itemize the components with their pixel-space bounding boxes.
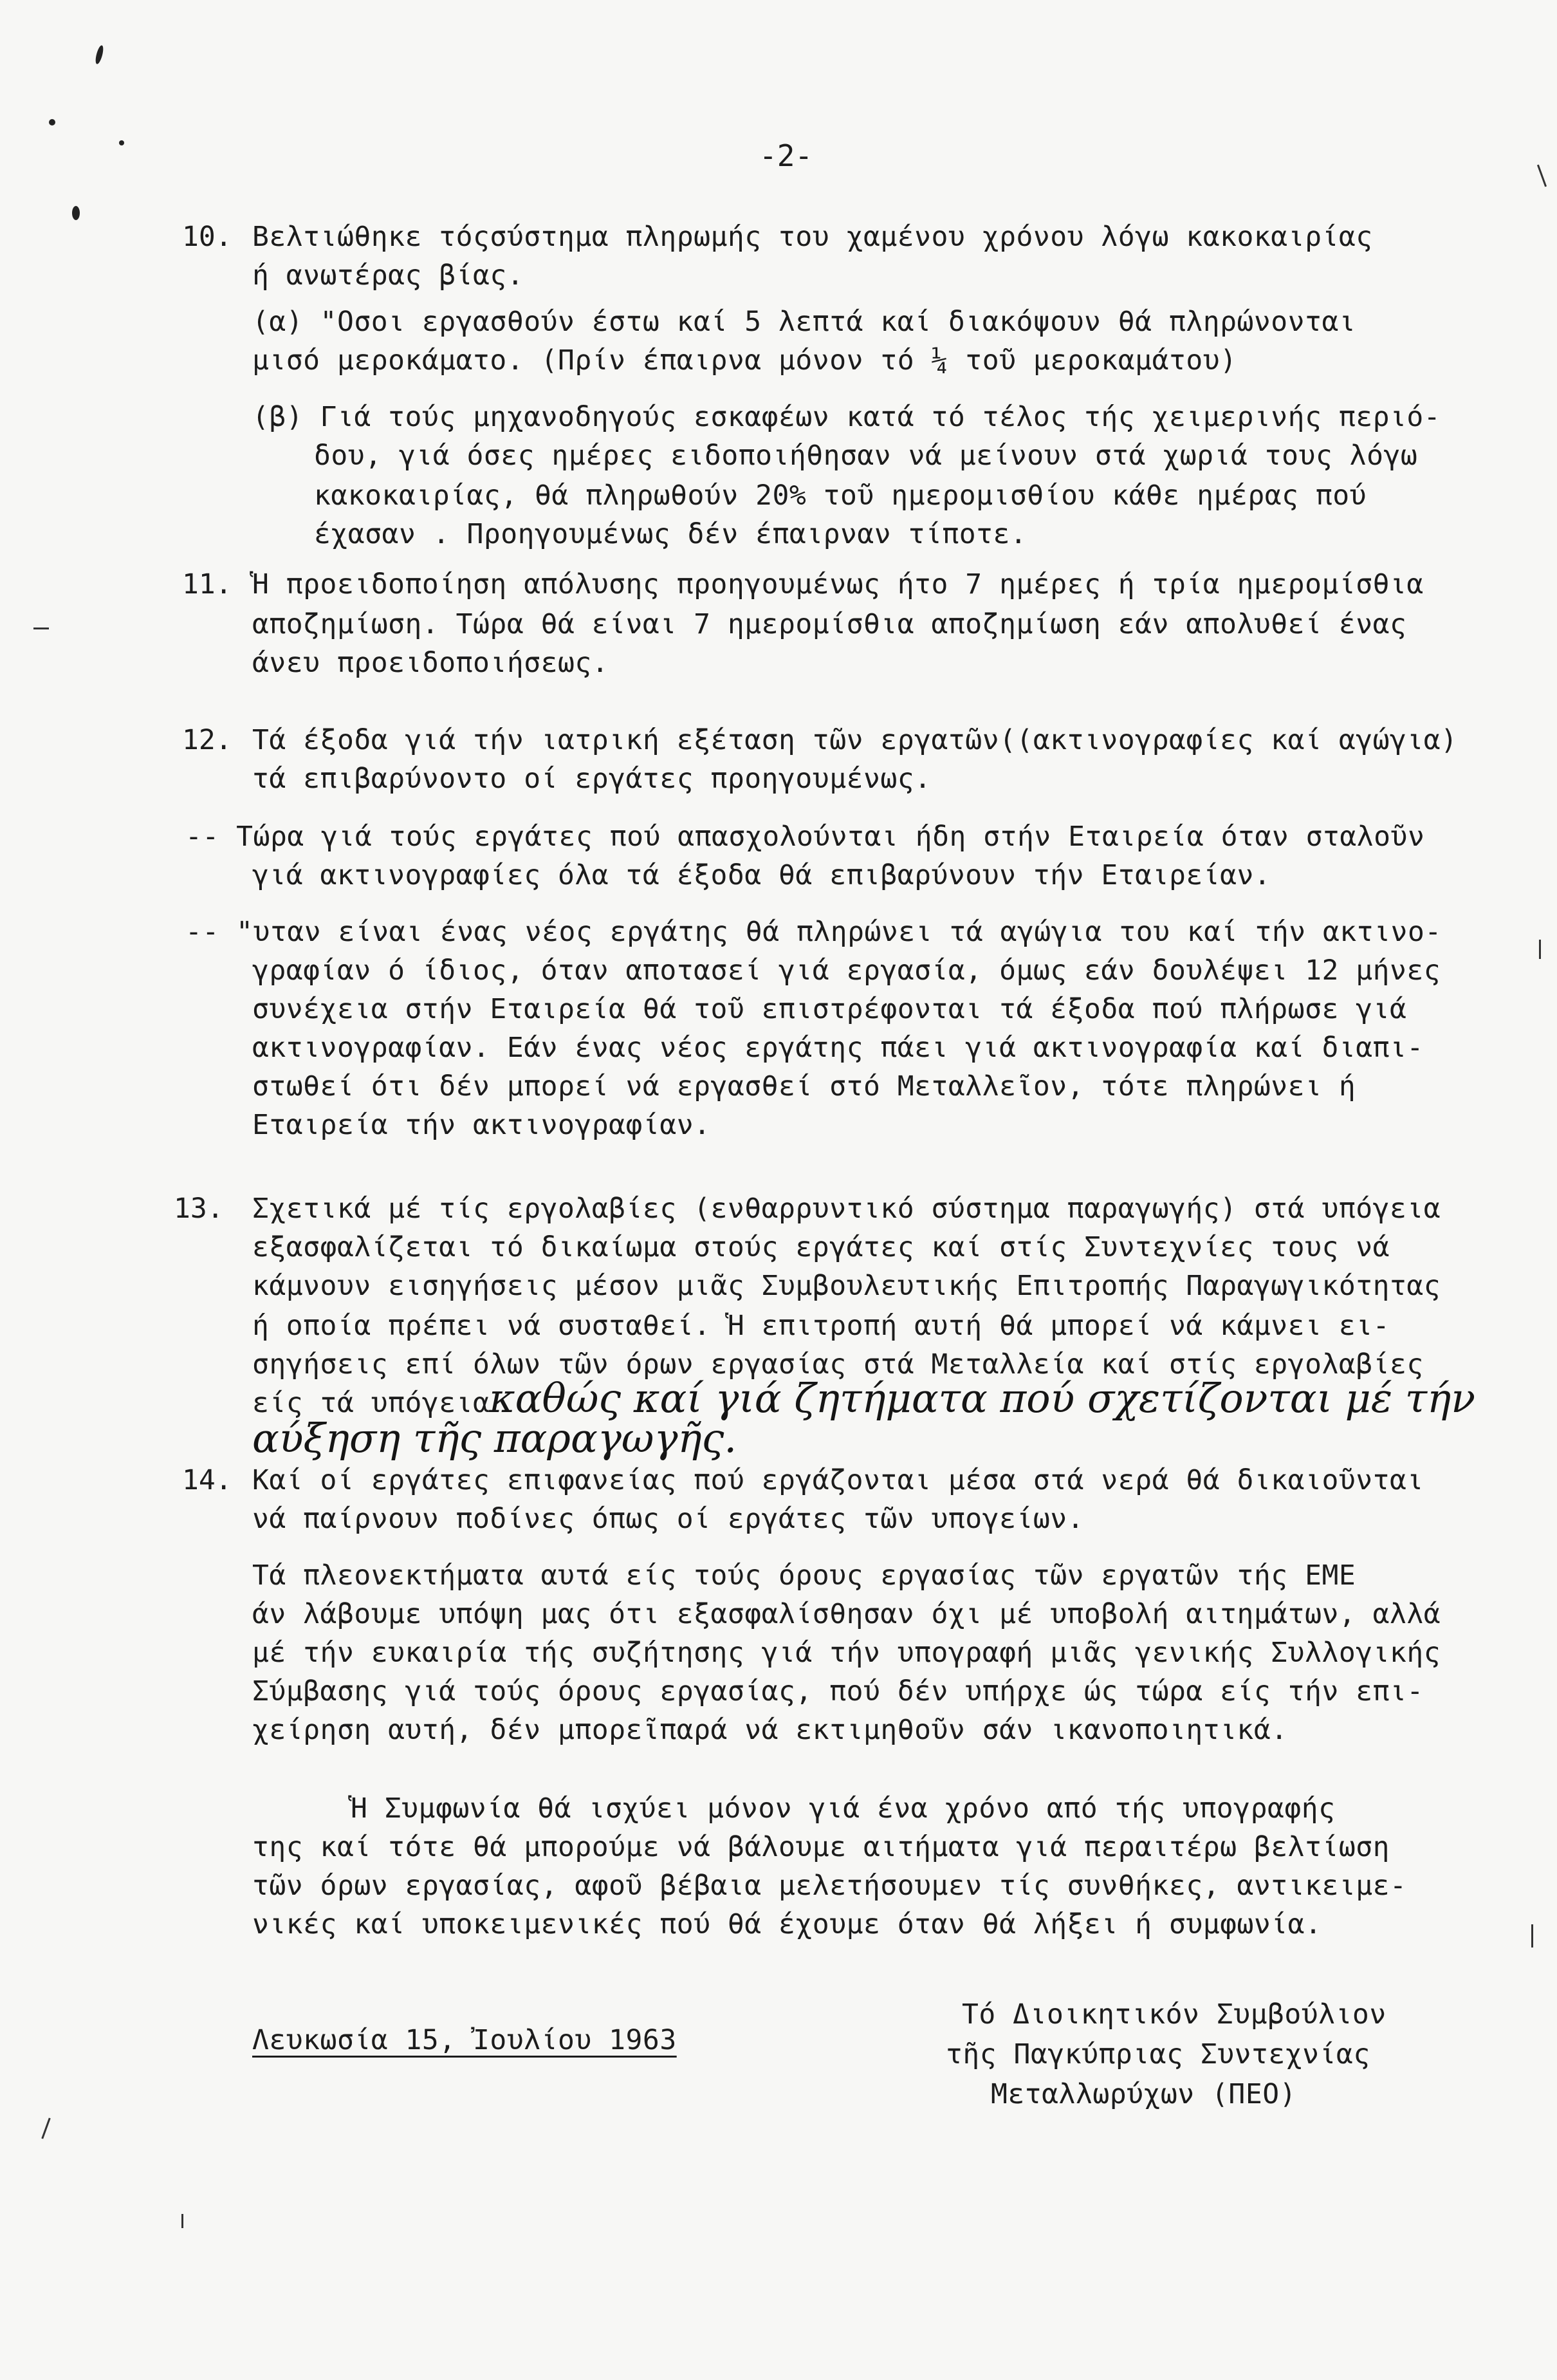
section-12-line: ακτινογραφίαν. Εάν ένας νέος εργάτης πάει γιά ακτινογραφία καί διαπι-: [252, 1032, 1424, 1064]
closing-paragraph-line: άν λάβουμε υπόψη μας ότι εξασφαλίσθησαν όχι μέ υποβολή αιτημάτων, αλλά: [252, 1598, 1441, 1630]
section-number: 11.: [182, 568, 232, 600]
section-13-line: Σχετικά μέ τίς εργολαβίες (ενθαρρυντικό σύστημα παραγωγής) στά υπόγεια: [252, 1193, 1441, 1225]
page-number: -2-: [759, 138, 813, 173]
scan-mark: [1539, 940, 1541, 959]
scan-mark: [119, 140, 124, 145]
closing-paragraph-line: μέ τήν ευκαιρία τής συζήτησης γιά τήν υπογραφή μιᾶς γενικής Συλλογικής: [252, 1637, 1441, 1669]
document-date: Λευκωσία 15, Ἰουλίου 1963: [252, 2024, 677, 2056]
section-10-line: (β) Γιά τούς μηχανοδηγούς εσκαφέων κατά τό τέλος τής χειμερινής περιό-: [252, 401, 1441, 433]
section-10-line: έχασαν . Προηγουμένως δέν έπαιρναν τίποτε.: [314, 518, 1027, 550]
section-10-line: μισό μεροκάματο. (Πρίν έπαιρνα μόνον τό ¼ τοῦ μεροκαμάτου): [252, 344, 1237, 377]
section-10-line: κακοκαιρίας, θά πληρωθούν 20% τοῦ ημερομισθίου κάθε ημέρας πού: [314, 479, 1367, 512]
signature-line: τῆς Παγκύπριας Συντεχνίας: [946, 2038, 1370, 2070]
section-10-line: δου, γιά όσες ημέρες ειδοποιήθησαν νά μείνουν στά χωριά τους λόγω: [314, 440, 1418, 472]
section-12-line: -- Τώρα γιά τούς εργάτες πού απασχολούνται ήδη στήν Εταιρεία όταν σταλοῦν: [185, 821, 1425, 853]
section-12-line: στωθεί ότι δέν μπορεί νά εργασθεί στό Μεταλλεῖον, τότε πληρώνει ή: [252, 1070, 1356, 1102]
section-number: 12.: [182, 724, 232, 756]
section-12-line: συνέχεια στήν Εταιρεία θά τοῦ επιστρέφονται τά έξοδα πού πλήρωσε γιά: [252, 993, 1407, 1025]
section-12-line: γραφίαν ό ίδιος, όταν αποτασεί γιά εργασία, όμως εάν δουλέψει 12 μήνες: [252, 954, 1441, 987]
closing-paragraph-line: Ἡ Συμφωνία θά ισχύει μόνον γιά ένα χρόνο από τής υπογραφής: [351, 1792, 1336, 1825]
section-12-line: Τά έξοδα γιά τήν ιατρική εξέταση τῶν εργατῶν((ακτινογραφίες καί αγώγια): [252, 724, 1458, 756]
section-13-line: είς τά υπόγεια: [252, 1387, 490, 1419]
section-10-line: (α) "Οσοι εργασθούν έστω καί 5 λεπτά καί διακόψουν θά πληρώνονται: [252, 306, 1356, 338]
signature-line: Μεταλλωρύχων (ΠΕΟ): [991, 2078, 1296, 2110]
handwritten-annotation: αύξηση τῆς παραγωγῆς.: [252, 1415, 737, 1462]
section-12-line: Εταιρεία τήν ακτινογραφίαν.: [252, 1109, 711, 1141]
scan-mark: [1531, 1924, 1533, 1948]
section-12-line: -- "υταν είναι ένας νέος εργάτης θά πληρώνει τά αγώγια του καί τήν ακτινο-: [185, 916, 1442, 948]
section-11-line: Ἡ προειδοποίηση απόλυσης προηγουμένως ήτο 7 ημέρες ή τρία ημερομίσθια: [252, 568, 1424, 600]
section-14-line: Καί οί εργάτες επιφανείας πού εργάζονται μέσα στά νερά θά δικαιοῦνται: [252, 1464, 1424, 1496]
section-10-line: Βελτιώθηκε τόςσύστημα πληρωμής του χαμένου χρόνου λόγω κακοκαιρίας: [252, 221, 1373, 253]
closing-paragraph-line: τῶν όρων εργασίας, αφοῦ βέβαια μελετήσουμεν τίς συνθήκες, αντικειμε-: [252, 1870, 1407, 1902]
closing-paragraph-line: νικές καί υποκειμενικές πού θά έχουμε όταν θά λήξει ή συμφωνία.: [252, 1908, 1322, 1940]
section-number: 13.: [174, 1193, 224, 1225]
scan-mark: [49, 119, 55, 126]
section-number: 14.: [182, 1464, 232, 1496]
closing-paragraph-line: της καί τότε θά μπορούμε νά βάλουμε αιτήματα γιά περαιτέρω βελτίωση: [252, 1831, 1390, 1863]
scan-mark: [72, 206, 80, 220]
section-13-line: ή οποία πρέπει νά συσταθεί. Ἡ επιτροπή αυτή θά μπορεί νά κάμνει ει-: [252, 1310, 1390, 1342]
section-13-line: σηγήσεις επί όλων τῶν όρων εργασίας στά Μεταλλεία καί στίς εργολαβίες: [252, 1348, 1424, 1381]
section-10-line: ή ανωτέρας βίας.: [252, 259, 524, 292]
section-12-line: τά επιβαρύνοντο οί εργάτες προηγουμένως.: [252, 763, 932, 795]
scan-mark: [1537, 165, 1547, 187]
closing-paragraph-line: Τά πλεονεκτήματα αυτά είς τούς όρους εργασίας τῶν εργατῶν τής ΕΜΕ: [252, 1559, 1356, 1592]
signature-line: Τό Διοικητικόν Συμβούλιον: [962, 1998, 1387, 2031]
scan-mark: [181, 2214, 183, 2228]
section-11-line: άνευ προειδοποιήσεως.: [252, 647, 609, 679]
closing-paragraph-line: χείρηση αυτή, δέν μπορεῖπαρά νά εκτιμηθοῦν σάν ικανοποιητικά.: [252, 1714, 1288, 1746]
scan-mark: [94, 44, 104, 64]
scan-mark: [33, 628, 49, 629]
closing-paragraph-line: Σύμβασης γιά τούς όρους εργασίας, πού δέν υπήρχε ώς τώρα είς τήν επι-: [252, 1675, 1424, 1707]
section-14-line: νά παίρνουν ποδίνες όπως οί εργάτες τῶν υπογείων.: [252, 1503, 1085, 1535]
section-11-line: αποζημίωση. Τώρα θά είναι 7 ημερομίσθια αποζημίωση εάν απολυθεί ένας: [252, 608, 1407, 640]
section-13-line: εξασφαλίζεται τό δικαίωμα στούς εργάτες καί στίς Συντεχνίες τους νά: [252, 1231, 1390, 1263]
section-12-line: γιά ακτινογραφίες όλα τά έξοδα θά επιβαρύνουν τήν Εταιρείαν.: [252, 859, 1271, 891]
scan-mark: [41, 2118, 50, 2139]
section-13-line: κάμνουν εισηγήσεις μέσον μιᾶς Συμβουλευτικής Επιτροπής Παραγωγικότητας: [252, 1270, 1441, 1302]
handwritten-annotation: καθώς καί γιά ζητήματα πού σχετίζονται μέ τήν: [489, 1375, 1476, 1422]
section-number: 10.: [182, 221, 232, 253]
